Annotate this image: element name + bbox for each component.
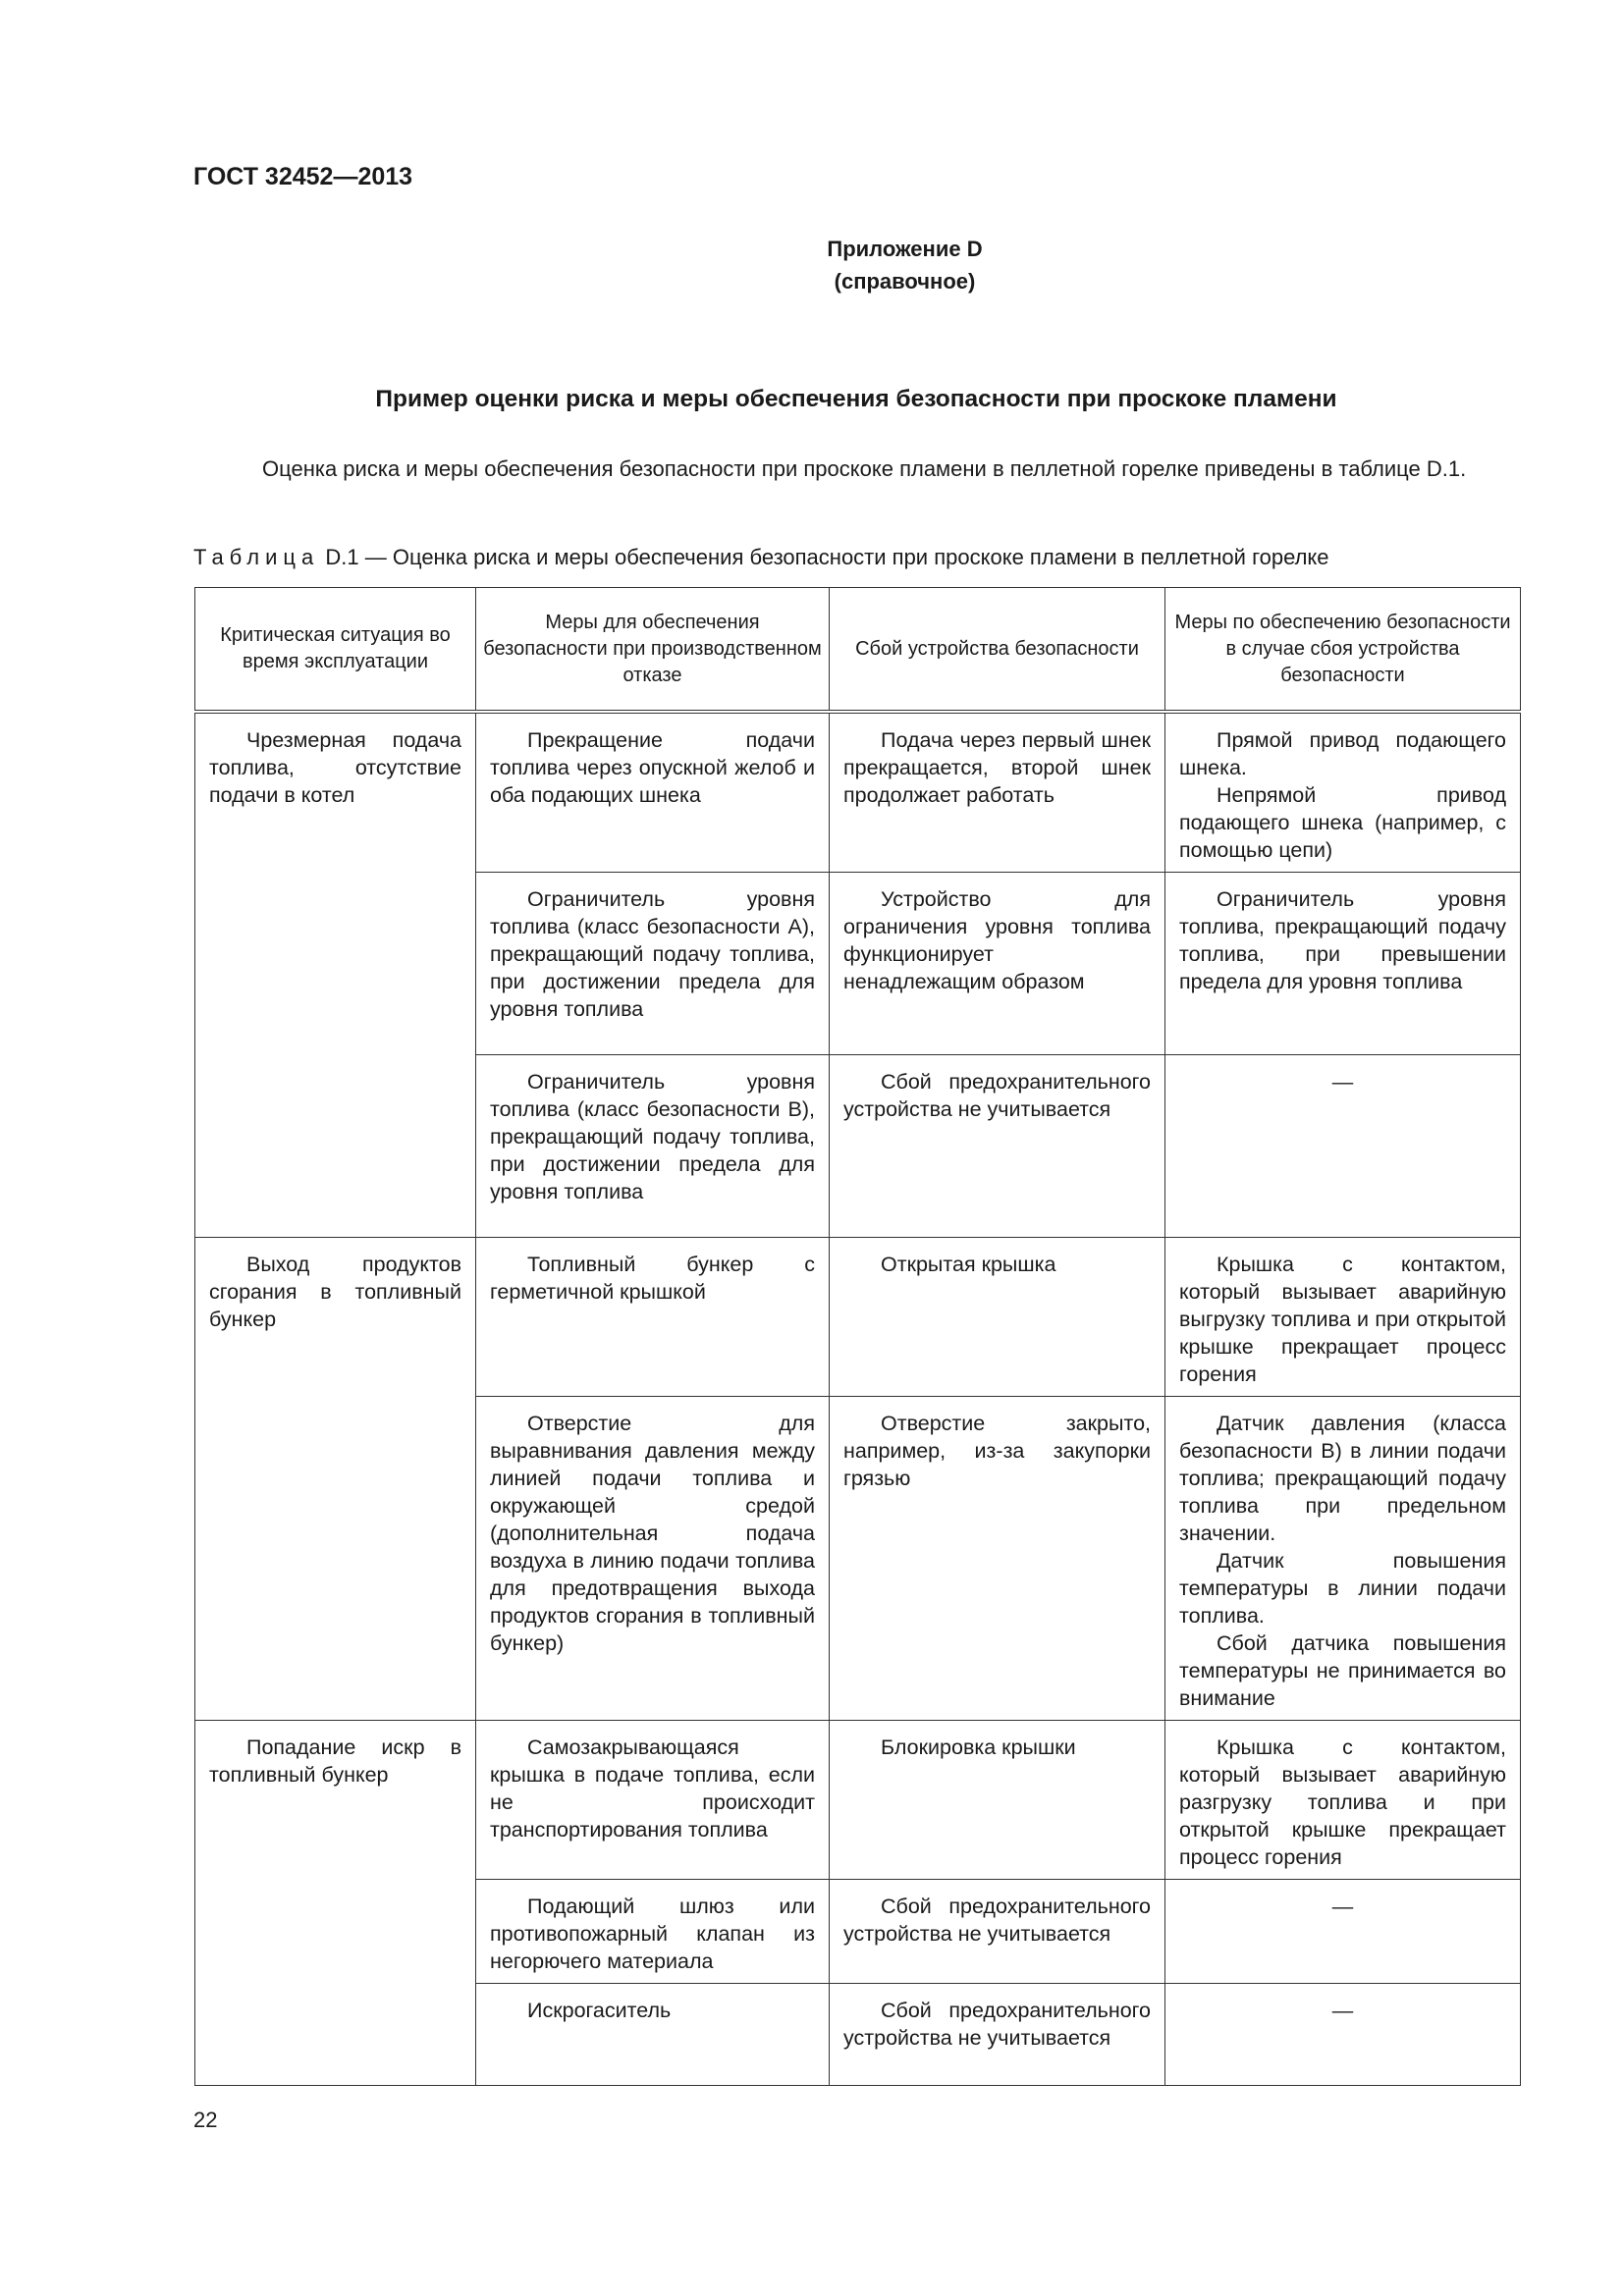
failure-cell: Сбой предохранительного устройства не учитывается bbox=[830, 1055, 1165, 1238]
table-caption-prefix: Таблица bbox=[193, 545, 320, 569]
standard-code: ГОСТ 32452—2013 bbox=[193, 163, 413, 190]
failure-cell: Блокировка крышки bbox=[830, 1721, 1165, 1880]
failure-cell: Открытая крышка bbox=[830, 1238, 1165, 1397]
column-header: Критическая ситуация во время эксплуатации bbox=[195, 588, 476, 713]
measure-cell: Ограничитель уровня топлива (класс безопасности A), прекращающий подачу топлива, при достижении предела для уровня топлива bbox=[476, 873, 830, 1055]
table-header-row bbox=[195, 588, 1521, 713]
column-header: Меры для обеспечения безопасности при производственном отказе bbox=[476, 588, 830, 713]
mitigation-cell: — bbox=[1165, 1984, 1521, 2086]
measure-cell: Самозакрывающаяся крышка в подаче топлива, если не происходит транспортирования топлива bbox=[476, 1721, 830, 1880]
mitigation-cell: Крышка с контактом, который вызывает аварийную разгрузку топлива и при открытой крышке прекращает процесс горения bbox=[1165, 1721, 1521, 1880]
table-caption-text: D.1 — Оценка риска и меры обеспечения безопасности при проскоке пламени в пеллетной горелке bbox=[325, 545, 1329, 569]
situation-cell: Выход продуктов сгорания в топливный бункер bbox=[195, 1238, 476, 1721]
column-header: Меры по обеспечению безопасности в случае сбоя устройства безопасности bbox=[1165, 588, 1521, 713]
measure-cell: Отверстие для выравнивания давления между линией подачи топлива и окружающей средой (дополнительная подача воздуха в линию подачи топлива для предотвращения выхода продуктов сгорания в топливный бункер) bbox=[476, 1397, 830, 1721]
failure-cell: Сбой предохранительного устройства не учитывается bbox=[830, 1880, 1165, 1984]
mitigation-cell: — bbox=[1165, 1880, 1521, 1984]
column-header: Сбой устройства безопасности bbox=[830, 588, 1165, 713]
intro-paragraph: Оценка риска и меры обеспечения безопасности при проскоке пламени в пеллетной горелке приведены в таблице D.1. bbox=[262, 456, 1467, 481]
mitigation-cell: — bbox=[1165, 1055, 1521, 1238]
measure-cell: Подающий шлюз или противопожарный клапан из негорючего материала bbox=[476, 1880, 830, 1984]
annex-heading bbox=[0, 233, 1623, 297]
page-number: 22 bbox=[193, 2108, 218, 2132]
situation-cell: Попадание искр в топливный бункер bbox=[195, 1721, 476, 2086]
risk-assessment-table bbox=[194, 587, 1521, 2086]
table-row bbox=[195, 712, 1521, 873]
measure-cell: Искрогаситель bbox=[476, 1984, 830, 2086]
situation-cell: Чрезмерная подача топлива, отсутствие подачи в котел bbox=[195, 712, 476, 1238]
mitigation-cell: Прямой привод подающего шнека. Непрямой привод подающего шнека (например, с помощью цепи) bbox=[1165, 712, 1521, 873]
annex-subtitle: (справочное) bbox=[834, 269, 976, 294]
table-row bbox=[195, 1238, 1521, 1397]
table-caption bbox=[193, 545, 1529, 570]
page-title: Пример оценки риска и меры обеспечения безопасности при проскоке пламени bbox=[375, 386, 1337, 412]
measure-cell: Ограничитель уровня топлива (класс безопасности B), прекращающий подачу топлива, при достижении предела для уровня топлива bbox=[476, 1055, 830, 1238]
failure-cell: Устройство для ограничения уровня топлива функционирует ненадлежащим образом bbox=[830, 873, 1165, 1055]
measure-cell: Топливный бункер с герметичной крышкой bbox=[476, 1238, 830, 1397]
mitigation-cell: Крышка с контактом, который вызывает аварийную выгрузку топлива и при открытой крышке прекращает процесс горения bbox=[1165, 1238, 1521, 1397]
annex-title: Приложение D bbox=[827, 237, 983, 261]
failure-cell: Подача через первый шнек прекращается, второй шнек продолжает работать bbox=[830, 712, 1165, 873]
failure-cell: Сбой предохранительного устройства не учитывается bbox=[830, 1984, 1165, 2086]
failure-cell: Отверстие закрыто, например, из-за закупорки грязью bbox=[830, 1397, 1165, 1721]
mitigation-cell: Датчик давления (класса безопасности B) в линии подачи топлива; прекращающий подачу топлива при предельном значении. Датчик повышения температуры в линии подачи топлива. Сбой датчика повышения температуры не принимается во внимание bbox=[1165, 1397, 1521, 1721]
measure-cell: Прекращение подачи топлива через опускной желоб и оба подающих шнека bbox=[476, 712, 830, 873]
mitigation-cell: Ограничитель уровня топлива, прекращающий подачу топлива, при превышении предела для уровня топлива bbox=[1165, 873, 1521, 1055]
table-row bbox=[195, 1721, 1521, 1880]
